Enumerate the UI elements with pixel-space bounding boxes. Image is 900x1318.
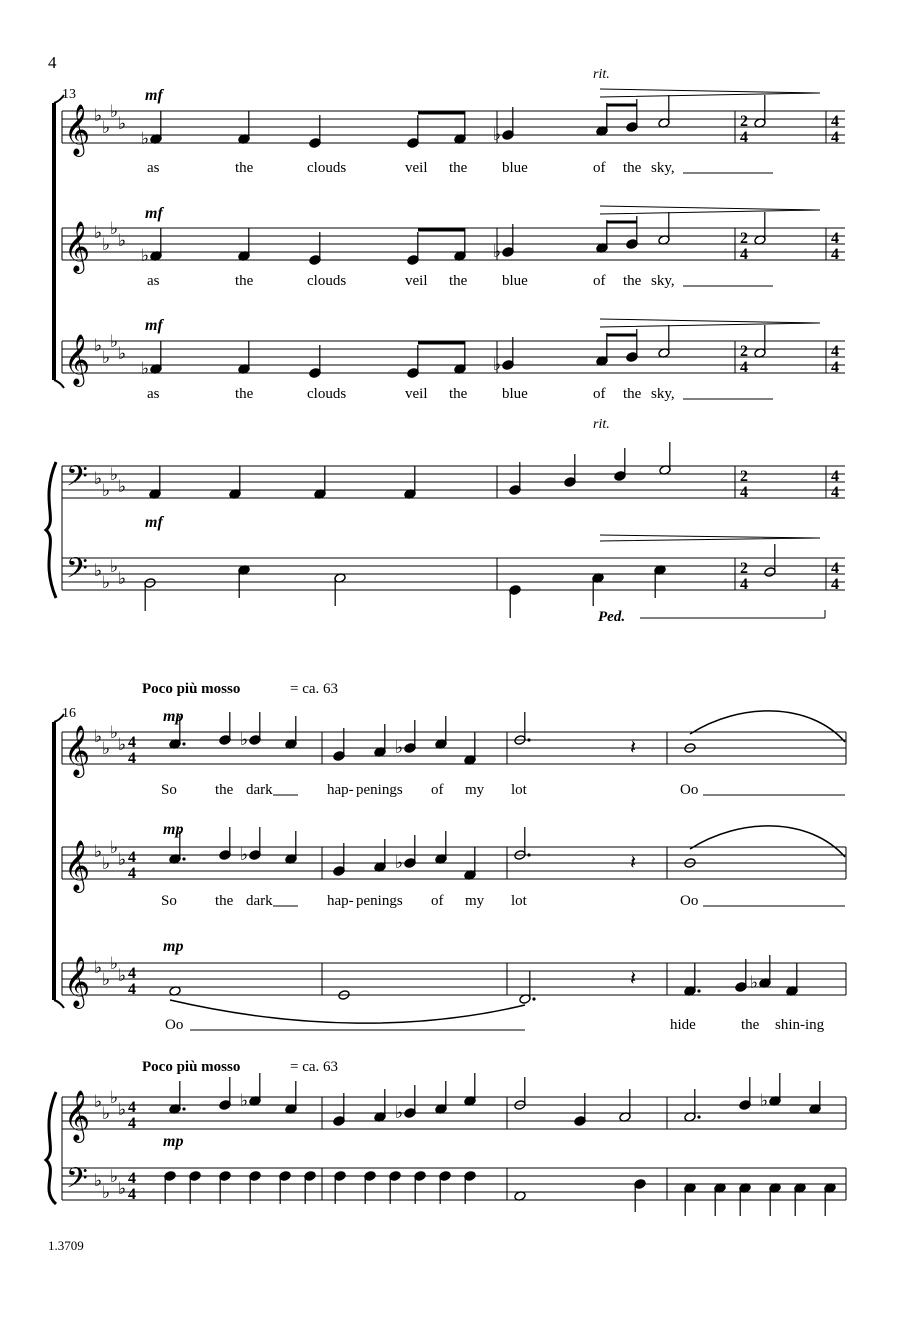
note <box>334 573 346 606</box>
note <box>249 1171 261 1204</box>
flat-icon: ♭ <box>94 958 103 978</box>
note <box>169 1081 186 1114</box>
lyric-voice1: clouds <box>307 160 347 176</box>
flat-icon: ♭ <box>110 954 119 974</box>
tempo-marking-piano: Poco più mosso <box>142 1059 241 1075</box>
rit-marking-piano: rit. <box>593 417 610 432</box>
flat-icon: ♭ <box>102 481 111 501</box>
time-signature-top: 2 <box>740 113 748 130</box>
flat-icon: ♭ <box>141 359 150 379</box>
note <box>634 1179 646 1212</box>
rest-icon: 𝄽 <box>630 966 637 990</box>
time-signature-top: 4 <box>128 734 136 751</box>
note <box>614 448 626 481</box>
flat-icon: ♭ <box>94 469 103 489</box>
dynamic-mp-voice3: mp <box>163 938 184 955</box>
lyric-voice2: clouds <box>307 273 347 289</box>
dynamic-mp-voice1: mp <box>163 708 184 725</box>
treble-clef-icon: 𝄞 <box>64 840 91 891</box>
flat-icon: ♭ <box>110 219 119 239</box>
rest-icon: 𝄽 <box>630 850 637 874</box>
note <box>219 712 231 745</box>
note <box>435 831 447 864</box>
staff-s1-3 <box>62 341 845 373</box>
flat-icon: ♭ <box>118 231 127 251</box>
lyric-voice3: as <box>147 386 160 402</box>
note <box>439 1171 451 1204</box>
time-signature-bottom: 4 <box>128 1186 136 1203</box>
note <box>509 462 521 495</box>
note <box>454 111 466 144</box>
lyric-voice3: hide <box>670 1017 696 1033</box>
time-signature-top: 2 <box>740 468 748 485</box>
time-signature-bottom: 4 <box>831 246 839 263</box>
note <box>454 341 466 374</box>
lyric-voice1: of <box>431 782 444 798</box>
flat-icon: ♭ <box>395 738 404 758</box>
measure-number-2: 16 <box>62 706 76 721</box>
flat-icon: ♭ <box>240 845 249 865</box>
time-signature-bottom: 4 <box>740 129 748 146</box>
flat-icon: ♭ <box>102 118 111 138</box>
time-signature-bottom: 4 <box>831 484 839 501</box>
tempo-value-piano: = ca. 63 <box>290 1059 339 1075</box>
lyric-voice1: the <box>623 160 642 176</box>
note <box>658 212 670 245</box>
page-number: 4 <box>48 53 57 72</box>
note <box>519 971 536 1004</box>
flat-icon: ♭ <box>118 569 127 589</box>
time-signature-bottom: 4 <box>740 576 748 593</box>
time-signature-bottom: 4 <box>740 359 748 376</box>
note <box>238 111 250 144</box>
rest-icon: 𝄽 <box>630 735 637 759</box>
time-signature-top: 2 <box>740 560 748 577</box>
note <box>754 325 766 358</box>
flat-icon: ♭ <box>110 723 119 743</box>
lyric-voice1: my <box>465 782 485 798</box>
lyric-voice1: Oo <box>680 782 699 798</box>
tempo-marking: Poco più mosso <box>142 681 241 697</box>
note <box>229 466 241 499</box>
note <box>739 1183 751 1216</box>
lyric-voice3: blue <box>502 386 528 402</box>
lyric-voice3: Oo <box>165 1017 184 1033</box>
lyric-voice2: the <box>215 893 234 909</box>
lyric-voice2: penings <box>356 893 403 909</box>
lyric-voice1: penings <box>356 782 403 798</box>
note <box>164 1171 176 1204</box>
note <box>285 831 297 864</box>
lyric-voice2: Oo <box>680 893 699 909</box>
lyric-voice3: veil <box>405 386 428 402</box>
flat-icon: ♭ <box>110 102 119 122</box>
note <box>684 1089 701 1122</box>
time-signature-top: 4 <box>831 113 839 130</box>
treble-clef-icon: 𝄞 <box>64 221 91 272</box>
flat-icon: ♭ <box>118 850 127 870</box>
flat-icon: ♭ <box>493 242 502 262</box>
lyric-voice2: the <box>623 273 642 289</box>
decrescendo-hairpin <box>600 89 820 97</box>
note <box>240 712 261 750</box>
measure-number: 13 <box>62 87 76 102</box>
lyric-voice1: hap- <box>327 782 354 798</box>
note <box>596 103 608 136</box>
dynamic-mf-voice3: mf <box>145 317 163 334</box>
lyric-voice2: veil <box>405 273 428 289</box>
note <box>794 1183 806 1216</box>
treble-clef-icon: 𝄞 <box>64 956 91 1007</box>
note <box>309 345 321 378</box>
lyric-voice2: my <box>465 893 485 909</box>
note <box>279 1171 291 1204</box>
flat-icon: ♭ <box>118 735 127 755</box>
flat-icon: ♭ <box>493 355 502 375</box>
note <box>333 728 345 761</box>
flat-icon: ♭ <box>94 106 103 126</box>
note <box>364 1171 376 1204</box>
time-signature-bottom: 4 <box>740 246 748 263</box>
note <box>464 1171 476 1204</box>
note <box>395 720 416 758</box>
lyric-voice3: of <box>593 386 606 402</box>
note <box>786 963 798 996</box>
flat-icon: ♭ <box>94 1171 103 1191</box>
note <box>509 585 521 618</box>
flat-icon: ♭ <box>102 854 111 874</box>
lyric-voice2: lot <box>511 893 527 909</box>
note <box>769 1183 781 1216</box>
flat-icon: ♭ <box>94 223 103 243</box>
note <box>238 228 250 261</box>
time-signature-bottom: 4 <box>740 484 748 501</box>
note <box>435 1081 447 1114</box>
flat-icon: ♭ <box>118 344 127 364</box>
note <box>314 466 326 499</box>
lyric-voice3: sky, <box>651 386 675 402</box>
time-signature-bottom: 4 <box>831 576 839 593</box>
flat-icon: ♭ <box>102 970 111 990</box>
time-signature-top: 4 <box>831 230 839 247</box>
flat-icon: ♭ <box>395 853 404 873</box>
catalog-number: 1.3709 <box>48 1238 84 1253</box>
dynamic-mf-voice2: mf <box>145 205 163 222</box>
note <box>333 1093 345 1126</box>
dynamic-mp-piano: mp <box>163 1133 184 1150</box>
flat-icon: ♭ <box>94 336 103 356</box>
lyric-voice2: So <box>161 893 177 909</box>
lyric-voice2: as <box>147 273 160 289</box>
note <box>389 1171 401 1204</box>
bass-clef-icon: 𝄢 <box>66 460 88 500</box>
flat-icon: ♭ <box>395 1103 404 1123</box>
note <box>395 1085 416 1123</box>
note <box>144 578 156 611</box>
note <box>493 224 514 262</box>
time-signature-top: 4 <box>128 849 136 866</box>
flat-icon: ♭ <box>94 1092 103 1112</box>
note <box>189 1171 201 1204</box>
time-signature-bottom: 4 <box>831 129 839 146</box>
note <box>764 544 776 577</box>
lyric-voice1: sky, <box>651 160 675 176</box>
decrescendo-hairpin <box>600 206 820 214</box>
flat-icon: ♭ <box>102 739 111 759</box>
time-signature-bottom: 4 <box>128 865 136 882</box>
piano-brace <box>46 1092 56 1204</box>
lyric-voice1: of <box>593 160 606 176</box>
bass-clef-icon: 𝄢 <box>66 552 88 592</box>
note <box>374 1089 386 1122</box>
note <box>333 843 345 876</box>
lyric-voice1: blue <box>502 160 528 176</box>
lyric-voice3: shin-ing <box>775 1017 825 1033</box>
lyric-voice2: of <box>593 273 606 289</box>
note <box>809 1081 821 1114</box>
flat-icon: ♭ <box>240 730 249 750</box>
note <box>395 835 416 873</box>
note <box>309 232 321 265</box>
lyric-voice2: blue <box>502 273 528 289</box>
decrescendo-hairpin <box>600 319 820 327</box>
flat-icon: ♭ <box>110 332 119 352</box>
note <box>654 565 666 598</box>
note <box>407 115 419 148</box>
time-signature-bottom: 4 <box>128 981 136 998</box>
lyric-voice3: the <box>235 386 254 402</box>
flat-icon: ♭ <box>102 1183 111 1203</box>
flat-icon: ♭ <box>118 1179 127 1199</box>
lyric-voice1: the <box>215 782 234 798</box>
flat-icon: ♭ <box>760 1091 769 1111</box>
note <box>596 333 608 366</box>
flat-icon: ♭ <box>110 1167 119 1187</box>
lyric-voice1: So <box>161 782 177 798</box>
note <box>754 212 766 245</box>
staff-s2-5 <box>62 1168 846 1200</box>
flat-icon: ♭ <box>102 1104 111 1124</box>
staff-s1-2 <box>62 228 845 260</box>
note <box>658 95 670 128</box>
note <box>238 341 250 374</box>
note <box>219 1077 231 1110</box>
lyric-voice1: the <box>449 160 468 176</box>
note <box>414 1171 426 1204</box>
flat-icon: ♭ <box>110 1088 119 1108</box>
note <box>407 345 419 378</box>
treble-clef-icon: 𝄞 <box>64 725 91 776</box>
flat-icon: ♭ <box>141 129 150 149</box>
lyric-voice2: hap- <box>327 893 354 909</box>
flat-icon: ♭ <box>102 348 111 368</box>
note <box>374 724 386 757</box>
note <box>493 107 514 145</box>
staff-s1-1 <box>62 111 845 143</box>
note <box>592 573 604 606</box>
note <box>404 466 416 499</box>
note <box>285 1081 297 1114</box>
time-signature-bottom: 4 <box>128 1115 136 1132</box>
time-signature-top: 4 <box>128 965 136 982</box>
time-signature-top: 4 <box>831 343 839 360</box>
staff-s1-5 <box>62 558 845 590</box>
note <box>739 1077 751 1110</box>
slur <box>690 826 845 857</box>
note <box>304 1171 316 1204</box>
note <box>564 454 576 487</box>
note <box>735 959 747 992</box>
slur <box>690 711 845 742</box>
dynamic-mp-voice2: mp <box>163 821 184 838</box>
flat-icon: ♭ <box>94 561 103 581</box>
note <box>659 442 671 475</box>
flat-icon: ♭ <box>110 557 119 577</box>
note <box>219 827 231 860</box>
lyric-voice2: dark <box>246 893 273 909</box>
note <box>754 95 766 128</box>
time-signature-top: 2 <box>740 230 748 247</box>
tempo-value: = ca. 63 <box>290 681 339 697</box>
time-signature-top: 2 <box>740 343 748 360</box>
flat-icon: ♭ <box>94 842 103 862</box>
note <box>149 466 161 499</box>
dynamic-mf-voice1: mf <box>145 87 163 104</box>
lyric-voice1: dark <box>246 782 273 798</box>
note <box>238 565 250 598</box>
dynamic-mf-piano: mf <box>145 514 163 531</box>
treble-clef-icon: 𝄞 <box>64 1090 91 1141</box>
lyric-voice2: sky, <box>651 273 675 289</box>
tie <box>170 1000 525 1023</box>
note <box>684 963 701 996</box>
note <box>619 1089 631 1122</box>
flat-icon: ♭ <box>102 235 111 255</box>
note <box>493 337 514 375</box>
note <box>658 325 670 358</box>
lyric-voice1: lot <box>511 782 527 798</box>
bass-clef-icon: 𝄢 <box>66 1162 88 1202</box>
flat-icon: ♭ <box>141 246 150 266</box>
note <box>464 732 476 765</box>
lyric-voice3: clouds <box>307 386 347 402</box>
flat-icon: ♭ <box>493 125 502 145</box>
flat-icon: ♭ <box>750 973 759 993</box>
note <box>714 1183 726 1216</box>
flat-icon: ♭ <box>94 727 103 747</box>
time-signature-bottom: 4 <box>831 359 839 376</box>
note <box>464 847 476 880</box>
note <box>596 220 608 253</box>
note <box>407 232 419 265</box>
lyric-voice2: the <box>449 273 468 289</box>
flat-icon: ♭ <box>118 477 127 497</box>
note <box>684 1183 696 1216</box>
lyric-voice3: the <box>741 1017 760 1033</box>
note <box>464 1073 476 1106</box>
staff-s1-4 <box>62 466 845 498</box>
lyric-voice1: veil <box>405 160 428 176</box>
note <box>824 1183 836 1216</box>
time-signature-top: 4 <box>831 560 839 577</box>
piano-brace <box>46 462 56 598</box>
flat-icon: ♭ <box>240 1091 249 1111</box>
flat-icon: ♭ <box>110 465 119 485</box>
flat-icon: ♭ <box>118 966 127 986</box>
pedal-marking: Ped. <box>598 609 626 625</box>
rit-marking: rit. <box>593 67 610 82</box>
flat-icon: ♭ <box>118 114 127 134</box>
lyric-voice2: the <box>235 273 254 289</box>
treble-clef-icon: 𝄞 <box>64 104 91 155</box>
lyric-voice1: the <box>235 160 254 176</box>
time-signature-bottom: 4 <box>128 750 136 767</box>
time-signature-top: 4 <box>128 1170 136 1187</box>
note <box>374 839 386 872</box>
note <box>574 1093 586 1126</box>
lyric-voice3: the <box>623 386 642 402</box>
note <box>334 1171 346 1204</box>
lyric-voice3: the <box>449 386 468 402</box>
flat-icon: ♭ <box>102 573 111 593</box>
flat-icon: ♭ <box>118 1100 127 1120</box>
note <box>219 1171 231 1204</box>
treble-clef-icon: 𝄞 <box>64 334 91 385</box>
note <box>285 716 297 749</box>
note <box>240 827 261 865</box>
note <box>309 115 321 148</box>
decrescendo-hairpin <box>600 535 820 541</box>
lyric-voice1: as <box>147 160 160 176</box>
time-signature-top: 4 <box>128 1099 136 1116</box>
time-signature-top: 4 <box>831 468 839 485</box>
note <box>435 716 447 749</box>
lyric-voice2: of <box>431 893 444 909</box>
flat-icon: ♭ <box>110 838 119 858</box>
note <box>454 228 466 261</box>
